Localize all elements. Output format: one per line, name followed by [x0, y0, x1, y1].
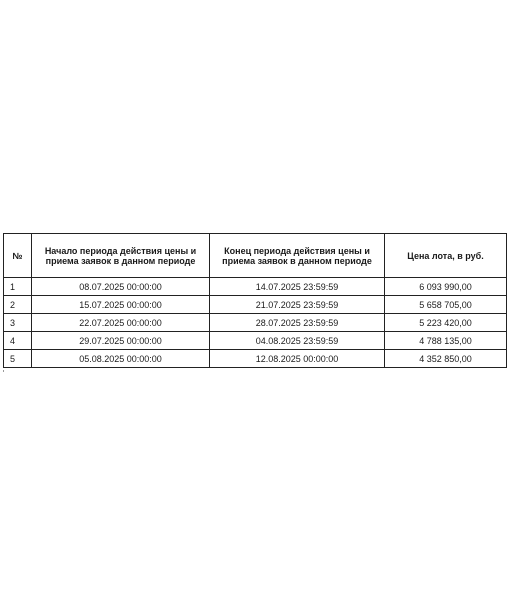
page-margin-mark — [3, 370, 4, 372]
cell-period-start: 08.07.2025 00:00:00 — [32, 278, 210, 296]
table-row — [4, 332, 507, 350]
table-row — [4, 278, 507, 296]
table-row — [4, 314, 507, 332]
cell-number: 2 — [4, 296, 32, 314]
cell-period-start: 15.07.2025 00:00:00 — [32, 296, 210, 314]
cell-number: 3 — [4, 314, 32, 332]
cell-period-end: 04.08.2025 23:59:59 — [210, 332, 385, 350]
header-period-end: Конец периода действия цены и приема заявок в данном периоде — [210, 234, 385, 278]
cell-period-end: 14.07.2025 23:59:59 — [210, 278, 385, 296]
header-number: № — [4, 234, 32, 278]
header-lot-price: Цена лота, в руб. — [385, 234, 507, 278]
cell-number: 1 — [4, 278, 32, 296]
cell-lot-price: 6 093 990,00 — [385, 278, 507, 296]
table-row — [4, 350, 507, 368]
cell-lot-price: 4 352 850,00 — [385, 350, 507, 368]
cell-number: 4 — [4, 332, 32, 350]
table-body — [4, 278, 507, 368]
cell-lot-price: 5 658 705,00 — [385, 296, 507, 314]
cell-lot-price: 5 223 420,00 — [385, 314, 507, 332]
cell-period-end: 28.07.2025 23:59:59 — [210, 314, 385, 332]
price-schedule-table-container — [3, 233, 506, 368]
cell-number: 5 — [4, 350, 32, 368]
table-header — [4, 234, 507, 278]
header-period-start: Начало периода действия цены и приема заявок в данном периоде — [32, 234, 210, 278]
table-row — [4, 296, 507, 314]
cell-period-start: 05.08.2025 00:00:00 — [32, 350, 210, 368]
cell-period-start: 29.07.2025 00:00:00 — [32, 332, 210, 350]
cell-period-start: 22.07.2025 00:00:00 — [32, 314, 210, 332]
cell-period-end: 21.07.2025 23:59:59 — [210, 296, 385, 314]
header-row — [4, 234, 507, 278]
cell-period-end: 12.08.2025 00:00:00 — [210, 350, 385, 368]
cell-lot-price: 4 788 135,00 — [385, 332, 507, 350]
price-schedule-table — [3, 233, 507, 368]
